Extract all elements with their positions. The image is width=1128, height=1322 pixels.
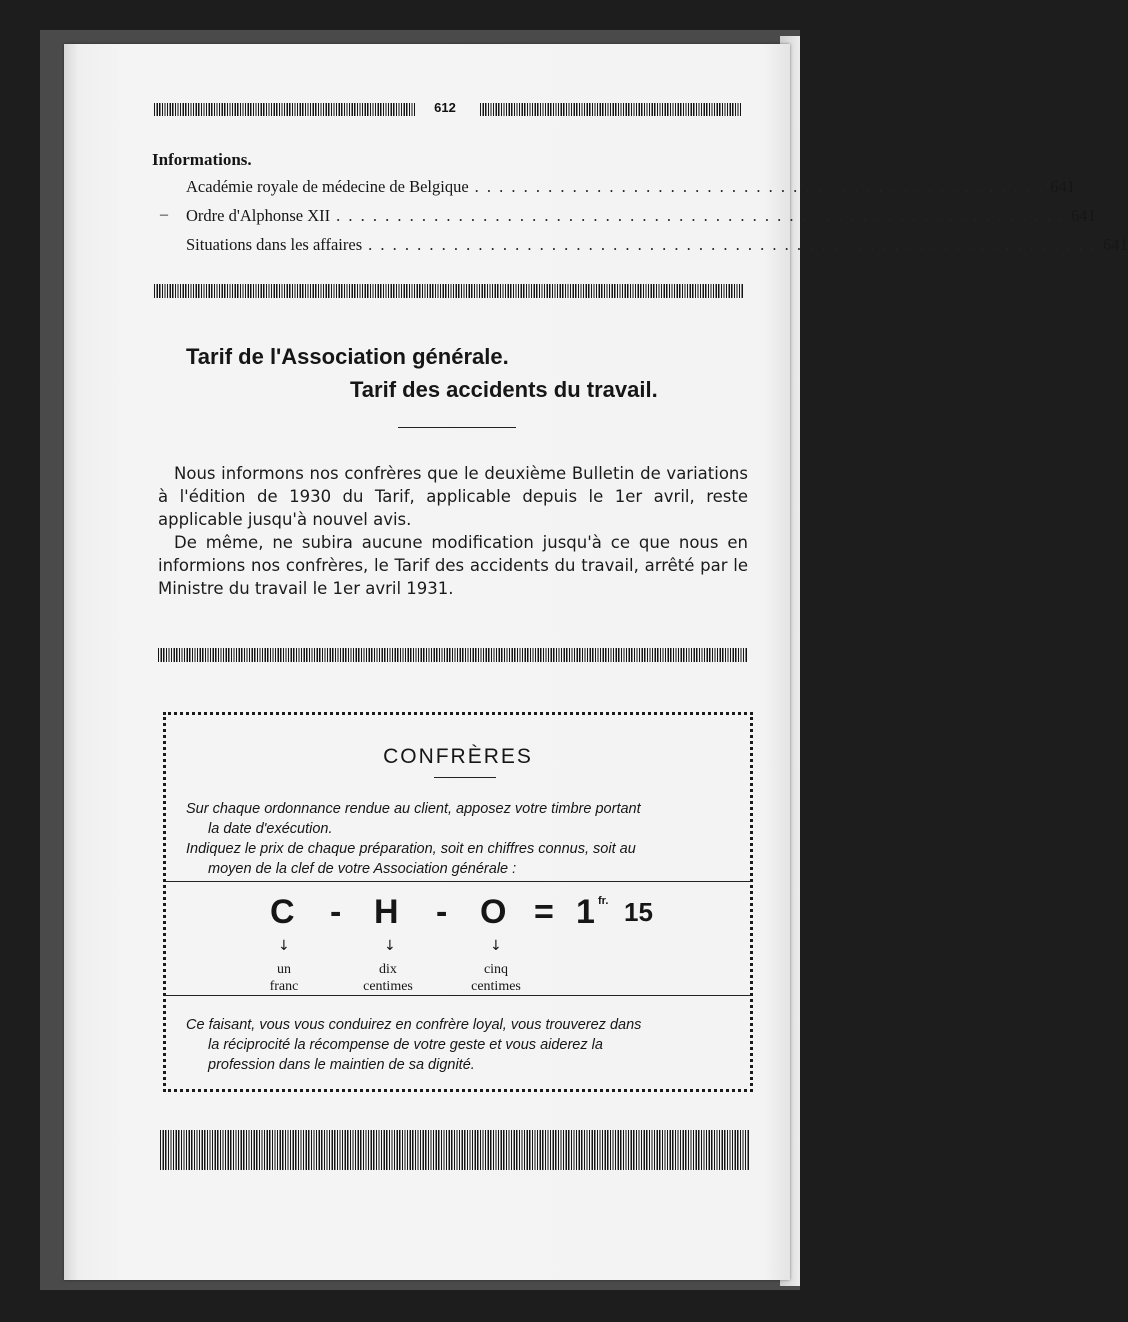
code-franc-superscript: fr. — [598, 895, 609, 907]
code-equals: = — [534, 893, 554, 931]
header-rule-right — [480, 103, 742, 116]
notice-title: CONFRÈRES — [383, 745, 533, 768]
toc-entry-title: Situations dans les affaires — [186, 235, 363, 254]
notice-title-rule — [434, 777, 496, 778]
notice-closing-line: profession dans le maintien de sa dignité. — [208, 1057, 475, 1073]
code-label-line: centimes — [471, 979, 521, 994]
confreres-notice-box — [163, 712, 753, 1092]
box-divider-bottom — [166, 995, 750, 996]
title-underline-rule — [398, 427, 516, 428]
toc-entry-page: 641 — [1103, 235, 1128, 254]
article-title-line-2: Tarif des accidents du travail. — [350, 377, 658, 402]
page-number: 612 — [434, 100, 456, 115]
header-rule-left — [154, 103, 416, 116]
notice-instruction-line: Indiquez le prix de chaque préparation, soit en chiffres connus, soit au — [186, 841, 636, 857]
code-label-o — [446, 961, 546, 995]
code-dash: - — [330, 893, 342, 931]
code-label-h — [338, 961, 438, 995]
toc-leader-dots: . . . . . . . . . . . . . . . . . . . . . . . . . . . . . . . . . . . . . . . . . . . . . . . . . . . . . . . . . . . . — [368, 235, 1097, 254]
document-page — [64, 44, 790, 1280]
code-label-line: centimes — [363, 979, 413, 994]
article-title-line-1: Tarif de l'Association générale. — [186, 344, 509, 369]
code-label-c — [234, 961, 334, 995]
toc-entry — [186, 235, 1128, 255]
code-label-line: dix — [379, 962, 397, 977]
footer-rule — [160, 1130, 750, 1170]
notice-closing-line: Ce faisant, vous vous conduirez en confrère loyal, vous trouverez dans — [186, 1017, 642, 1033]
toc-leader-dots: . . . . . . . . . . . . . . . . . . . . . . . . . . . . . . . . . . . . . . . . . . . . . . . . . . . . . . . . . . . . — [336, 206, 1065, 225]
arrow-down-icon: ↓ — [384, 938, 396, 954]
notice-instruction-line: la date d'exécution. — [208, 821, 333, 837]
arrow-down-icon: ↓ — [278, 938, 290, 954]
section-divider-rule — [158, 648, 748, 662]
article-body — [158, 462, 748, 600]
code-label-line: cinq — [483, 962, 509, 977]
toc-entry — [186, 177, 1076, 197]
arrow-down-icon: ↓ — [490, 938, 502, 954]
code-letter-o: O — [480, 893, 507, 931]
toc-leader-dots: . . . . . . . . . . . . . . . . . . . . . . . . . . . . . . . . . . . . . . . . . . . . . . . — [474, 177, 1045, 196]
toc-entry — [186, 206, 1096, 226]
toc-entry-page: 641 — [1050, 177, 1076, 196]
notice-instruction-line: moyen de la clef de votre Association générale : — [208, 861, 517, 877]
section-divider-rule — [154, 284, 744, 298]
toc-entry-page: 641 — [1070, 206, 1096, 225]
code-label-line: franc — [269, 979, 299, 994]
margin-mark: – — [160, 206, 168, 223]
toc-entry-title: Ordre d'Alphonse XII — [186, 206, 331, 225]
code-dash: - — [436, 893, 448, 931]
code-letter-c: C — [270, 893, 295, 931]
code-label-line: un — [277, 962, 291, 977]
code-letter-h: H — [374, 893, 399, 931]
code-value-fifteen: 15 — [624, 897, 653, 927]
box-divider-top — [166, 881, 750, 882]
section-heading-informations: Informations. — [152, 150, 252, 169]
notice-instruction-line: Sur chaque ordonnance rendue au client, apposez votre timbre portant — [186, 801, 641, 817]
toc-entry-title: Académie royale de médecine de Belgique — [186, 177, 469, 196]
body-paragraph-1: Nous informons nos confrères que le deuxième Bulletin de variations à l'édition de 1930 du Tarif, applicable depuis le 1er avril, reste applicable jusqu'à nouvel avis. — [158, 464, 748, 529]
notice-closing-line: la réciprocité la récompense de votre geste et vous aiderez la — [208, 1037, 603, 1053]
code-value-one: 1 — [576, 893, 595, 931]
body-paragraph-2: De même, ne subira aucune modification jusqu'à ce que nous en informions nos confrères, le Tarif des accidents du travail, arrêté par le Ministre du travail le 1er avril 1931. — [158, 533, 748, 598]
